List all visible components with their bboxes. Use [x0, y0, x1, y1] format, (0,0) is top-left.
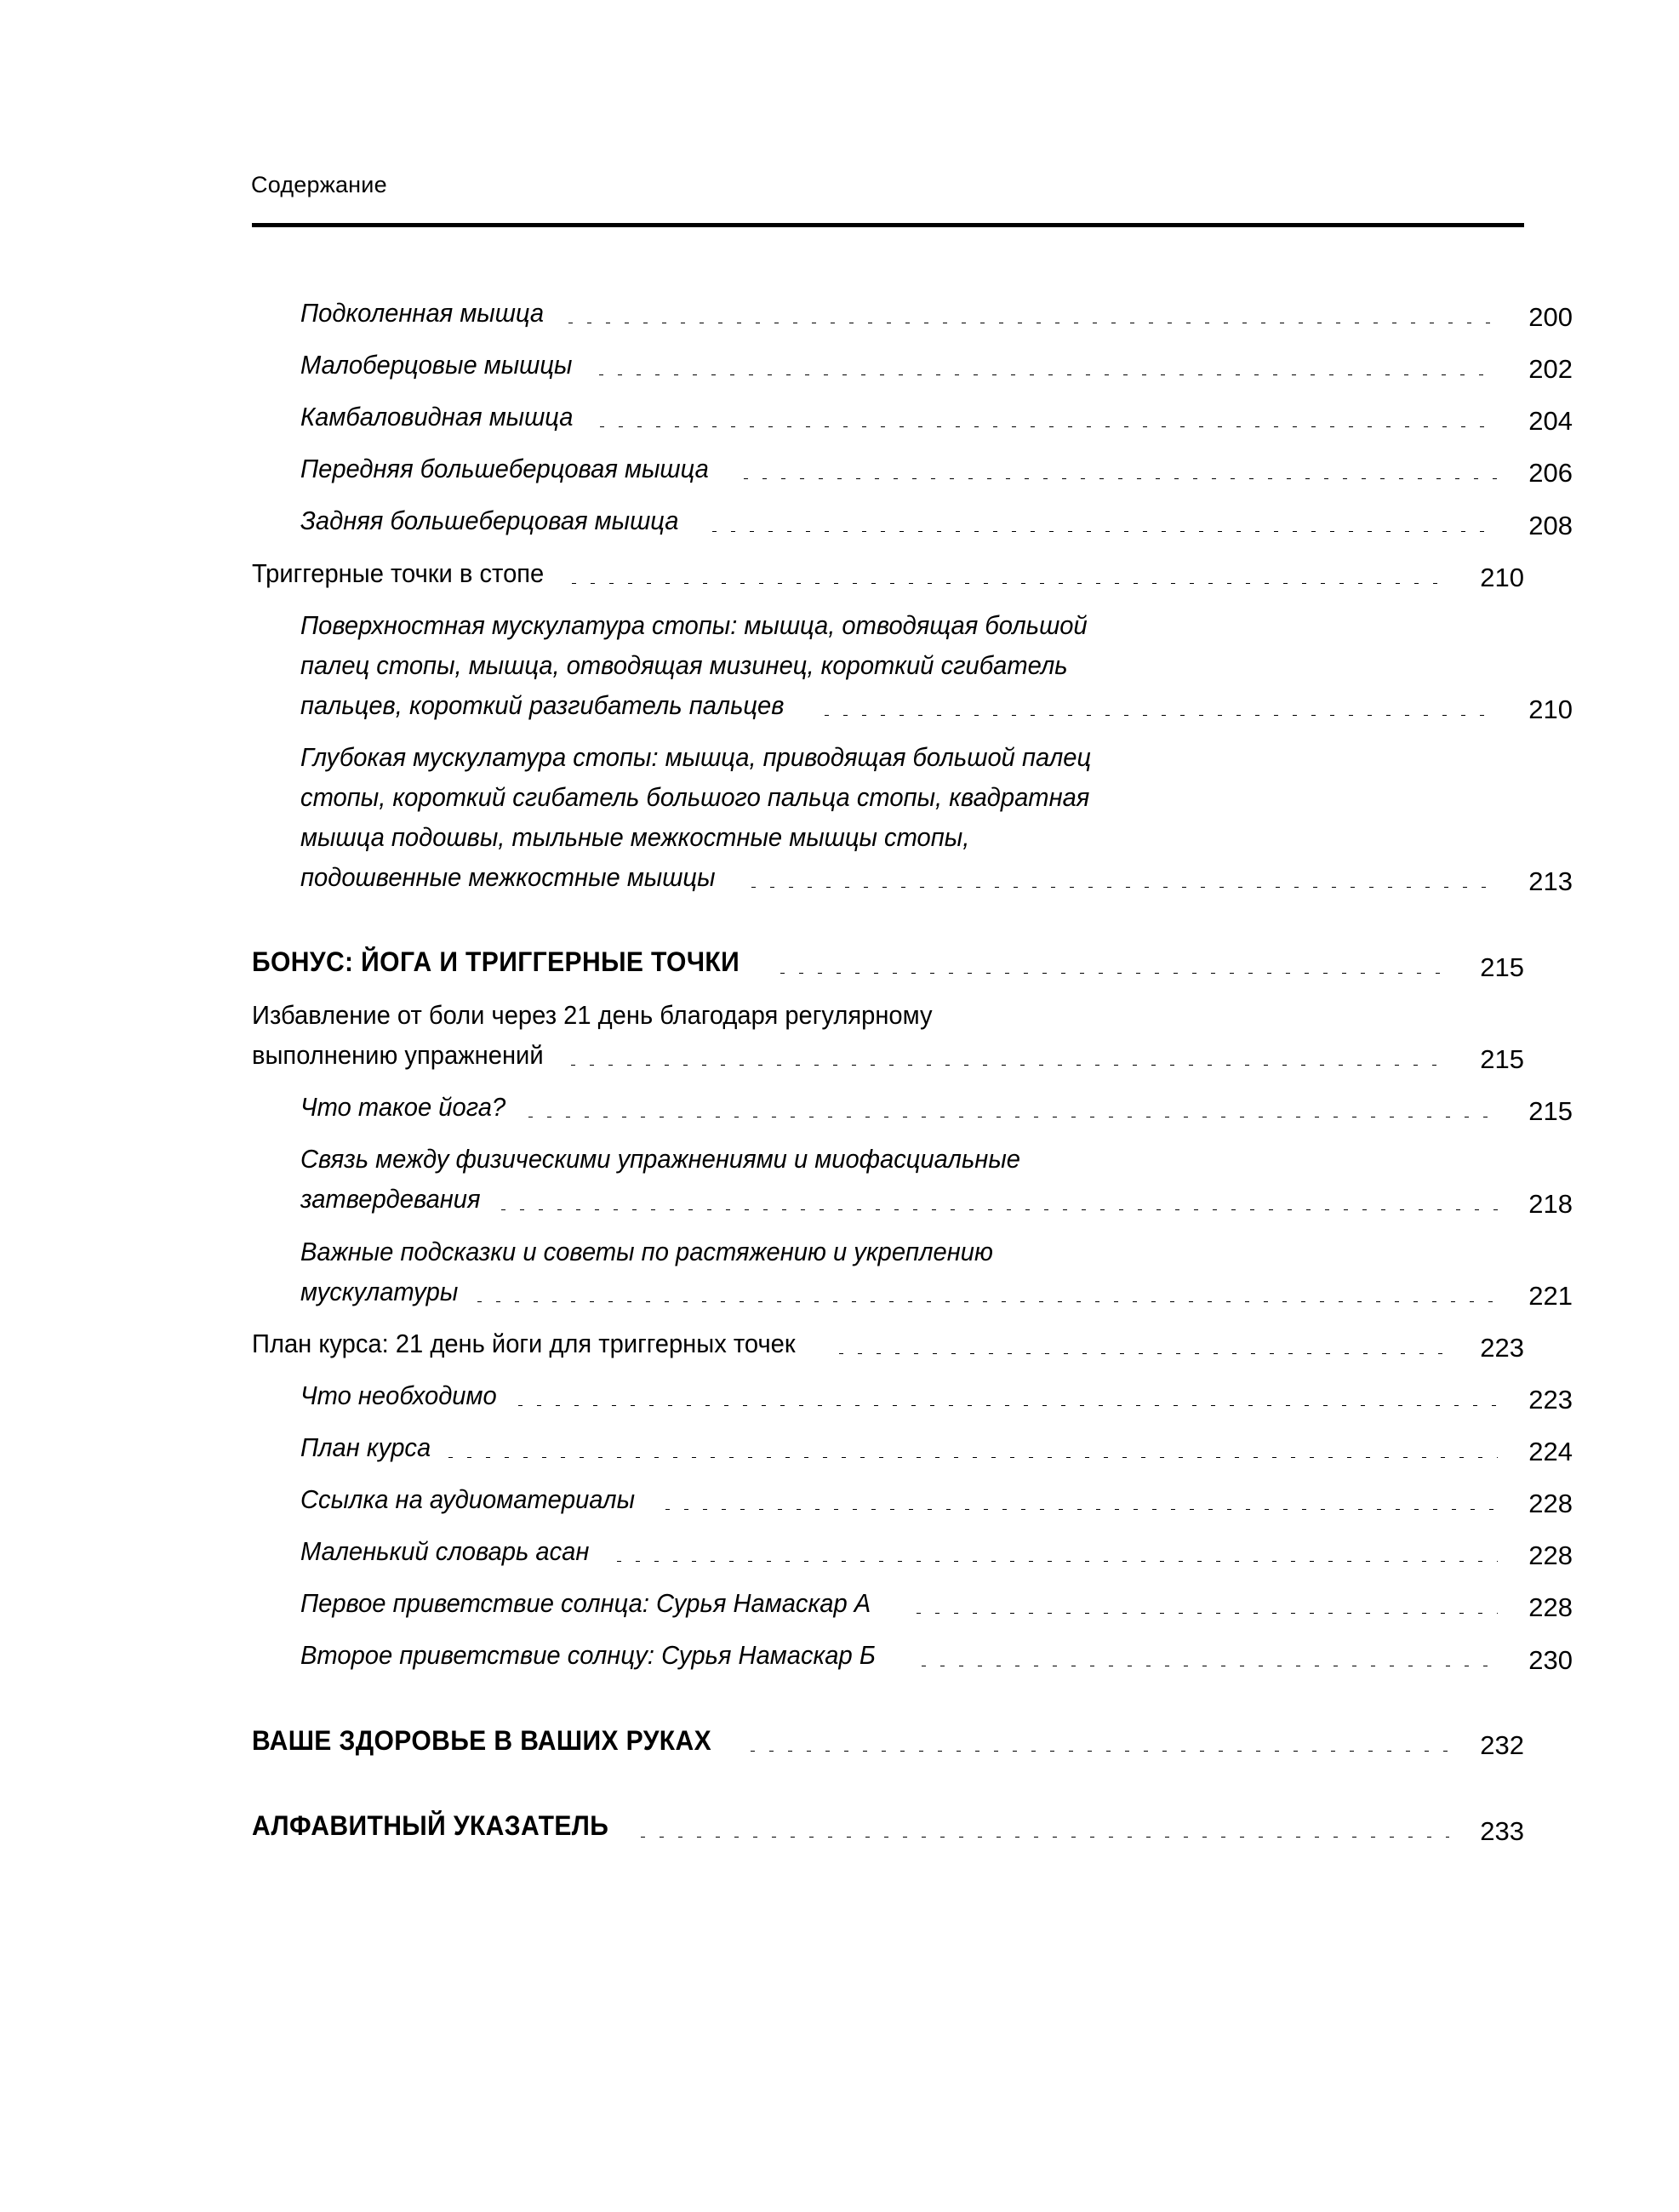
toc-entry-title: Второе приветствие солнцу: Сурья Намаскар Б — [300, 1640, 876, 1671]
dot-leader — [750, 1751, 1449, 1752]
toc-entry-title: Передняя большеберцовая мышца — [300, 454, 709, 484]
dot-leader — [838, 1353, 1449, 1354]
toc-page-number: 228 — [1528, 1592, 1573, 1623]
toc-entry-last-line — [252, 1035, 1524, 1075]
toc-entry-title: Первое приветствие солнца: Сурья Намаскар А — [300, 1588, 871, 1619]
toc-entry-title: План курса — [300, 1432, 431, 1463]
toc-entry-title: Что такое йога? — [300, 1092, 506, 1123]
toc-entry-last-line — [300, 1179, 1573, 1219]
dot-leader — [599, 426, 1498, 427]
toc-page-number: 224 — [1528, 1437, 1573, 1467]
toc-entry-wrapped-lines — [300, 605, 1573, 685]
toc-entry-title: Малоберцовые мышцы — [300, 350, 573, 380]
toc-page-number: 228 — [1528, 1540, 1573, 1571]
toc-page-number: 210 — [1528, 694, 1573, 724]
running-head: Содержание — [251, 172, 387, 197]
dot-leader — [477, 1301, 1498, 1302]
toc-entry[interactable] — [252, 500, 1573, 540]
dot-leader — [570, 1065, 1449, 1066]
toc-entry[interactable] — [252, 1531, 1573, 1571]
toc-entry-last-line — [300, 1272, 1573, 1312]
toc-entry[interactable] — [252, 345, 1573, 385]
toc-entry-title: мускулатуры — [300, 1276, 459, 1306]
toc-entry-title-line: мышца подошвы, тыльные межкостные мышцы стопы, — [300, 822, 970, 853]
toc-entry-title: Триггерные точки в стопе — [252, 557, 545, 588]
dot-leader — [916, 1613, 1498, 1614]
toc-page-number: 213 — [1528, 866, 1573, 897]
toc-entry[interactable] — [252, 1583, 1573, 1623]
toc-page-number: 223 — [1480, 1332, 1524, 1363]
toc-entry[interactable] — [252, 449, 1573, 489]
dot-leader — [571, 583, 1449, 584]
toc-entry-title: Подколенная мышца — [300, 298, 545, 328]
toc-page-number: 215 — [1480, 952, 1524, 983]
toc-page-number: 221 — [1528, 1280, 1573, 1311]
dot-leader — [448, 1457, 1498, 1458]
toc-page-number: 210 — [1480, 562, 1524, 592]
dot-leader — [743, 478, 1498, 479]
toc-entry[interactable] — [252, 1720, 1524, 1762]
toc-entry[interactable] — [252, 1087, 1573, 1127]
toc-page-number: 230 — [1528, 1644, 1573, 1675]
dot-leader — [751, 887, 1498, 888]
dot-leader — [780, 973, 1449, 974]
toc-entry[interactable] — [252, 1479, 1573, 1519]
toc-entry-title: пальцев, короткий разгибатель пальцев — [300, 689, 785, 720]
toc-entry-title: подошвенные межкостные мышцы — [300, 862, 716, 893]
toc-entry-title: ВАШЕ ЗДОРОВЬЕ В ВАШИХ РУКАХ — [252, 1724, 712, 1756]
toc-page-number: 200 — [1528, 302, 1573, 333]
toc-entry-last-line — [300, 685, 1573, 725]
toc-entry[interactable] — [252, 1427, 1573, 1467]
toc-entry-title: Маленький словарь асан — [300, 1536, 590, 1567]
dot-leader — [824, 715, 1498, 716]
toc-entry-wrapped-lines — [252, 995, 1524, 1035]
toc-entry[interactable] — [252, 1323, 1524, 1363]
toc-entry-title-line: Избавление от боли через 21 день благодаря регулярному — [252, 1000, 933, 1031]
toc-entry-title-line: Важные подсказки и советы по растяжению и укреплению — [300, 1236, 993, 1266]
toc-entry-last-line — [300, 857, 1573, 897]
toc-entry-title-line: Связь между физическими упражнениями и миофасциальные — [300, 1144, 1020, 1175]
toc-entry[interactable] — [252, 1635, 1573, 1675]
dot-leader — [640, 1837, 1449, 1838]
toc-page-number: 228 — [1528, 1489, 1573, 1519]
toc-entry[interactable] — [252, 553, 1524, 593]
toc-entry[interactable] — [252, 1232, 1573, 1312]
header-rule — [252, 223, 1524, 227]
toc-entry-wrapped-lines — [300, 737, 1573, 857]
toc-entry-title: Что необходимо — [300, 1380, 497, 1410]
dot-leader — [598, 374, 1498, 375]
dot-leader — [711, 531, 1498, 532]
toc-entry-wrapped-lines — [300, 1232, 1573, 1272]
toc-page-number: 233 — [1480, 1815, 1524, 1846]
toc-entry-title: затвердевания — [300, 1184, 481, 1215]
toc-entry[interactable] — [252, 1139, 1573, 1219]
toc-entry-title: БОНУС: ЙОГА И ТРИГГЕРНЫЕ ТОЧКИ — [252, 946, 740, 978]
toc-entry-title-line: Глубокая мускулатура стопы: мышца, приводящая большой палец — [300, 741, 1092, 772]
toc-entry-title: Камбаловидная мышца — [300, 402, 574, 432]
toc-entry[interactable] — [252, 941, 1524, 983]
toc-page-number: 208 — [1528, 510, 1573, 540]
toc-entry-title-line: Поверхностная мускулатура стопы: мышца, отводящая большой — [300, 609, 1088, 640]
toc-page-number: 206 — [1528, 458, 1573, 489]
toc-page-number: 223 — [1528, 1385, 1573, 1415]
toc-page-number: 204 — [1528, 406, 1573, 437]
toc-entry-title-line: палец стопы, мышца, отводящая мизинец, короткий сгибатель — [300, 649, 1068, 680]
toc-entry-title: Ссылка на аудиоматериалы — [300, 1484, 636, 1515]
toc-entry[interactable] — [252, 737, 1573, 897]
toc-page-number: 232 — [1480, 1730, 1524, 1761]
toc-entry[interactable] — [252, 605, 1573, 725]
dot-leader — [665, 1509, 1498, 1510]
toc-entry[interactable] — [252, 1375, 1573, 1415]
toc-entry-title: выполнению упражнений — [252, 1040, 544, 1071]
toc-entry-wrapped-lines — [300, 1139, 1573, 1179]
toc-entry-title: Задняя большеберцовая мышца — [300, 506, 679, 536]
toc-entry-title-line: стопы, короткий сгибатель большого пальца стопы, квадратная — [300, 782, 1090, 813]
toc-page-number: 215 — [1528, 1096, 1573, 1127]
dot-leader — [517, 1405, 1498, 1406]
toc-entry-title: АЛФАВИТНЫЙ УКАЗАТЕЛЬ — [252, 1810, 609, 1842]
table-of-contents — [252, 281, 1573, 1847]
toc-entry[interactable] — [252, 995, 1524, 1075]
toc-entry[interactable] — [252, 397, 1573, 437]
toc-entry[interactable] — [252, 293, 1573, 333]
toc-entry-title: План курса: 21 день йоги для триггерных точек — [252, 1328, 796, 1358]
toc-page-number: 202 — [1528, 354, 1573, 385]
toc-page-number: 215 — [1480, 1044, 1524, 1075]
toc-entry[interactable] — [252, 1805, 1524, 1847]
dot-leader — [616, 1561, 1498, 1562]
dot-leader — [500, 1209, 1498, 1210]
toc-page-number: 218 — [1528, 1188, 1573, 1219]
